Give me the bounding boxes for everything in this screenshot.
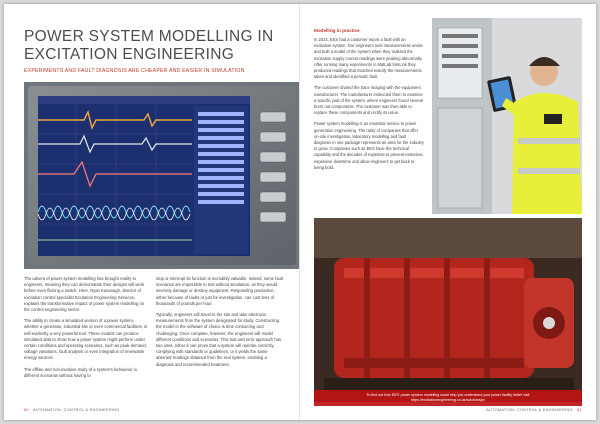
page-number: 60 <box>24 408 29 412</box>
cta-link[interactable]: https://excitationengineering.co.uk/solutions/pr <box>411 398 485 402</box>
left-footer <box>24 408 120 412</box>
paragraph: Typically, engineers will travel to the site and take electronic measurements from the system designated for study. Constructing the model in the software of choice is time consuming and challenging. Once complete, however, the engineers will model different conditions and scenarios. This trial and error approach has two uses, either it can prove that a system will operate correctly, complying with standards or guidelines, or it yields the same aberrant readings obtained from the real system, enabling a diagnosis and recommended treatment. <box>156 312 282 367</box>
paragraph: stop or interrupt its function is incredibly valuable. Indeed, some fault scenarios are impossible to test without simulation, as they would severely damage or destroy equipment. Responding productive, either because of faults or just for investigation, can cost tens of thousands of pounds per hour. <box>156 276 284 306</box>
engineer-photo <box>432 18 582 214</box>
engineer-illustration <box>432 18 582 214</box>
generator-photo <box>314 218 582 402</box>
paragraph: The offline and non-invasive study of a system's behaviour in different scenarios without having to <box>24 366 137 378</box>
magazine-name: AUTOMATION, CONTROL & ENGINEERING <box>486 408 573 412</box>
left-column-b <box>156 276 284 373</box>
page-number: 61 <box>577 408 582 412</box>
oscilloscope-illustration <box>24 82 300 269</box>
left-column-a <box>24 276 148 384</box>
right-column <box>314 37 424 176</box>
paragraph: The ability to create a simulated version of a power system, whether a generator, industrial site or even commercial facilities, is self-evidently a very powerful tool. These models can produce simulated data to show how a power system might perform under certain conditions and operating scenarios, such as peak demand, voltage variations, fault analysis or even integration of renewable energy sources. <box>24 318 148 361</box>
magazine-name: AUTOMATION, CONTROL & ENGINEERING <box>32 408 120 412</box>
right-footer <box>486 408 582 412</box>
right-page <box>300 4 596 420</box>
paragraph: Power system modelling is an essential service to power generation engineering. The rarity of companies that offer on-site investigation, laboratory modelling and fault diagnosis in one package represents an area for the industry to grow. Companies such as EES have the technical capability and the decades of expertise to prevent extensive, expensive downtime and allow engineers to get back to being bold. <box>314 121 424 170</box>
magazine-spread <box>4 4 596 420</box>
paragraph: The advent of power system modelling has brought reality to engineers, meaning they can demonstrate their designs will work before even flicking a switch. Here, Ryan Kavanagh, director of excitation control specialist Excitation Engineering Services, explains the transformative impact of power system modelling on the control engineering sector. <box>24 276 145 313</box>
call-to-action-banner <box>314 390 582 406</box>
oscilloscope-photo <box>24 82 300 269</box>
section-heading: Modelling in practice <box>314 28 360 33</box>
cta-text: To find out how EES' power system modelling could help you understand your power facility better visit <box>366 393 530 397</box>
article-title: POWER SYSTEM MODELLING IN EXCITATION ENGINEERING <box>24 28 274 63</box>
generator-illustration <box>314 218 582 402</box>
paragraph: In 2024, EES had a customer report a fault with an excitation system. Our engineers took measurements onsite and built a model of the system when they realised the excitation supply current readings were peaking abnormally. After running many experiments in MatLab SimLink they produced readings that matched exactly the measurements taken and identified a periodic fault. <box>314 37 423 80</box>
paragraph: The customer shared the trace imaging with the equipment manufacturer. The manufacturer instructed them to examine a specific part of the system, where engineers found several burnt out components. The customer was then able to replace these components and rectify its issue. <box>314 85 423 116</box>
left-page <box>4 4 300 420</box>
article-subtitle: EXPERIMENTS AND FAULT DIAGNOSIS ARE CHEAPER AND EASIER IN SIMULATION <box>24 68 245 74</box>
